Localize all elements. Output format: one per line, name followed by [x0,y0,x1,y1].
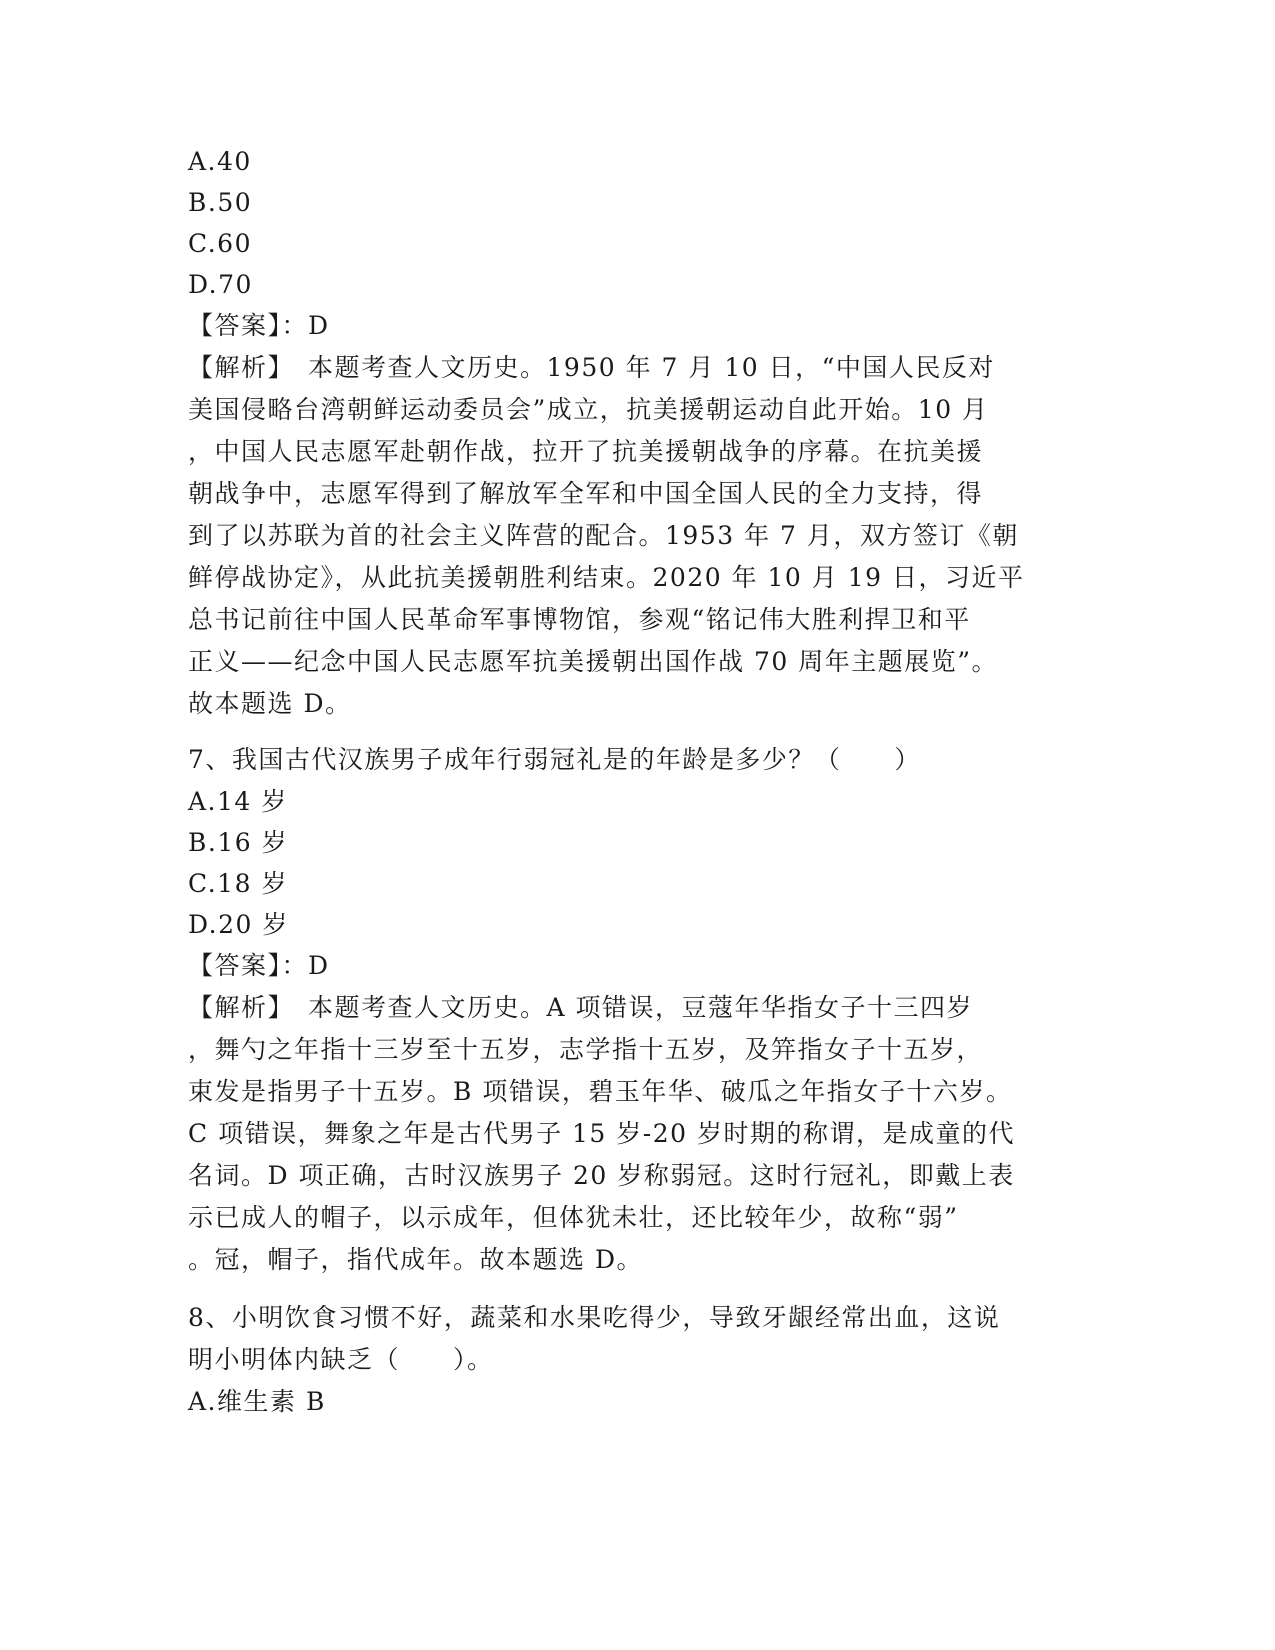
q6-analysis-line: 朝战争中，志愿军得到了解放军全军和中国全国人民的全力支持，得 [188,479,984,508]
q6-option-d: D.70 [188,270,253,299]
q7-option-a: A.14 岁 [188,787,288,816]
q6-option-c: C.60 [188,229,252,258]
q6-analysis-line: 正义——纪念中国人民志愿军抗美援朝出国作战 70 周年主题展览”。 [188,647,998,676]
q7-option-b: B.16 岁 [188,828,289,857]
q6-analysis-line: 故本题选 D。 [188,689,352,718]
q7-analysis-line: 名词。D 项正确，古时汉族男子 20 岁称弱冠。这时行冠礼，即戴上表 [188,1161,1015,1190]
q6-analysis-line: ，中国人民志愿军赴朝作战，拉开了抗美援朝战争的序幕。在抗美援 [188,437,984,466]
q7-option-c: C.18 岁 [188,869,288,898]
q6-analysis-line: 【解析】 本题考查人文历史。1950 年 7 月 10 日，“中国人民反对 [188,353,995,382]
q8-stem-line: 明小明体内缺乏（ ）。 [188,1345,494,1374]
q7-analysis-line: 【解析】 本题考查人文历史。A 项错误，豆蔻年华指女子十三四岁 [188,993,974,1022]
q6-analysis-line: 到了以苏联为首的社会主义阵营的配合。1953 年 7 月，双方签订《朝 [188,521,1019,550]
q7-analysis-line: 示已成人的帽子，以示成年，但体犹未壮，还比较年少，故称“弱” [188,1203,959,1232]
q6-option-b: B.50 [188,188,253,217]
q6-analysis-line: 美国侵略台湾朝鲜运动委员会”成立，抗美援朝运动自此开始。10 月 [188,395,989,424]
q7-answer: 【答案】：D [188,951,330,980]
q6-analysis-line: 总书记前往中国人民革命军事博物馆，参观“铭记伟大胜利捍卫和平 [188,605,971,634]
q7-option-d: D.20 岁 [188,910,289,939]
q7-stem: 7、我国古代汉族男子成年行弱冠礼是的年龄是多少？（ ） [188,745,921,774]
q7-analysis-line: C 项错误，舞象之年是古代男子 15 岁-20 岁时期的称谓，是成童的代 [188,1119,1015,1148]
q7-analysis-line: 束发是指男子十五岁。B 项错误，碧玉年华、破瓜之年指女子十六岁。 [188,1077,1013,1106]
q6-option-a: A.40 [188,147,252,176]
q8-stem-line: 8、小明饮食习惯不好，蔬菜和水果吃得少，导致牙龈经常出血，这说 [188,1303,1001,1332]
q7-analysis-line: ，舞勺之年指十三岁至十五岁，志学指十五岁，及笄指女子十五岁， [188,1035,984,1064]
q8-option-a: A.维生素 B [188,1387,326,1416]
q6-analysis-line: 鲜停战协定》，从此抗美援朝胜利结束。2020 年 10 月 19 日，习近平 [188,563,1025,592]
q6-answer: 【答案】：D [188,311,330,340]
q7-analysis-line: 。冠，帽子，指代成年。故本题选 D。 [188,1245,643,1274]
